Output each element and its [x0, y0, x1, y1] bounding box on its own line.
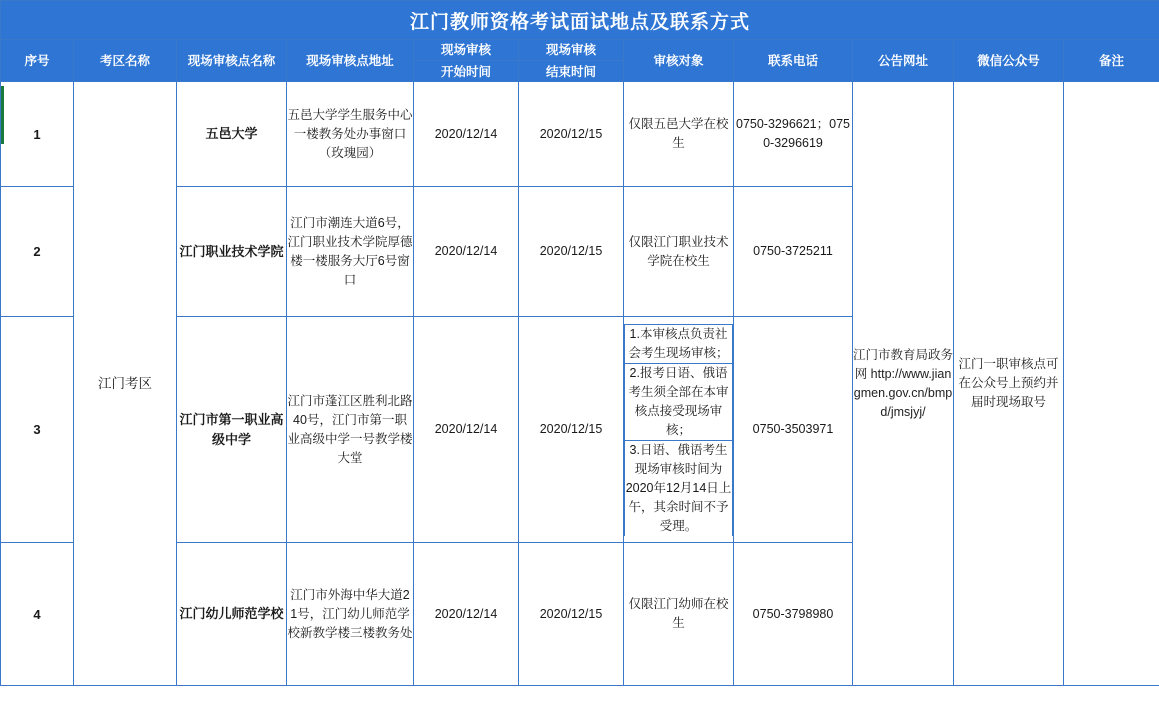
- cell-website: 江门市教育局政务网 http://www.jiangmen.gov.cn/bmpd/jmsjyj/: [853, 82, 954, 686]
- cell-review-end: 2020/12/15: [519, 187, 624, 317]
- table-title-row: [1, 1, 1159, 40]
- cell-site-address: 江门市蓬江区胜利北路40号，江门市第一职业高级中学一号教学楼大堂: [287, 317, 414, 543]
- audience-note-item: [625, 324, 733, 363]
- cell-phone: 0750-3725211: [734, 187, 853, 317]
- cell-audience: 仅限江门幼师在校生: [624, 543, 734, 686]
- cell-audience: 仅限五邑大学在校生: [624, 82, 734, 187]
- cell-site-name: 江门职业技术学院: [177, 187, 287, 317]
- col-header-phone: 联系电话: [734, 40, 853, 82]
- col-header-seq: 序号: [1, 40, 74, 82]
- col-header-site-address: 现场审核点地址: [287, 40, 414, 82]
- table-row: [1, 82, 1159, 187]
- cell-phone: 0750-3503971: [734, 317, 853, 543]
- cell-review-end: 2020/12/15: [519, 82, 624, 187]
- cell-audience: 仅限江门职业技术学院在校生: [624, 187, 734, 317]
- col-header-review-start-top: 现场审核: [414, 40, 519, 61]
- cell-site-address: 五邑大学学生服务中心一楼教务处办事窗口（玫瑰园）: [287, 82, 414, 187]
- header-row: [1, 40, 1159, 61]
- cell-phone: 0750-3798980: [734, 543, 853, 686]
- page-title: 江门教师资格考试面试地点及联系方式: [1, 1, 1159, 40]
- cell-region: 江门考区: [74, 82, 177, 686]
- col-header-remark: 备注: [1064, 40, 1159, 82]
- audience-note-item: [625, 363, 733, 440]
- audience-note-text: 3.日语、俄语考生现场审核时间为2020年12月14日上午，其余时间不予受理。: [625, 440, 733, 536]
- cell-review-start: 2020/12/14: [414, 82, 519, 187]
- cell-seq: 3: [1, 317, 74, 543]
- cell-seq: 2: [1, 187, 74, 317]
- row-accent-marker: [1, 86, 4, 144]
- audience-note-text: 1.本审核点负责社会考生现场审核；: [625, 324, 733, 363]
- col-header-wechat: 微信公众号: [954, 40, 1064, 82]
- cell-audience-list: [624, 317, 734, 543]
- audience-note-text: 2.报考日语、俄语考生须全部在本审核点接受现场审核；: [625, 363, 733, 440]
- audience-note-item: [625, 440, 733, 536]
- cell-seq: 4: [1, 543, 74, 686]
- cell-site-name: 江门幼儿师范学校: [177, 543, 287, 686]
- cell-review-start: 2020/12/14: [414, 543, 519, 686]
- col-header-audience: 审核对象: [624, 40, 734, 82]
- col-header-review-end-top: 现场审核: [519, 40, 624, 61]
- cell-phone: 0750-3296621；0750-3296619: [734, 82, 853, 187]
- col-header-review-start-bottom: 开始时间: [414, 61, 519, 82]
- cell-seq: 1: [1, 82, 74, 187]
- cell-site-address: 江门市潮连大道6号，江门职业技术学院厚德楼一楼服务大厅6号窗口: [287, 187, 414, 317]
- cell-review-end: 2020/12/15: [519, 543, 624, 686]
- cell-site-name: 江门市第一职业高级中学: [177, 317, 287, 543]
- col-header-region: 考区名称: [74, 40, 177, 82]
- cell-review-start: 2020/12/14: [414, 317, 519, 543]
- cell-review-start: 2020/12/14: [414, 187, 519, 317]
- cell-site-address: 江门市外海中华大道21号，江门幼儿师范学校新教学楼三楼教务处: [287, 543, 414, 686]
- audience-notes-table: [624, 324, 733, 536]
- cell-remark: [1064, 82, 1159, 686]
- col-header-website: 公告网址: [853, 40, 954, 82]
- col-header-review-end-bottom: 结束时间: [519, 61, 624, 82]
- col-header-site-name: 现场审核点名称: [177, 40, 287, 82]
- cell-review-end: 2020/12/15: [519, 317, 624, 543]
- cell-site-name: 五邑大学: [177, 82, 287, 187]
- cell-wechat: 江门一职审核点可在公众号上预约并届时现场取号: [954, 82, 1064, 686]
